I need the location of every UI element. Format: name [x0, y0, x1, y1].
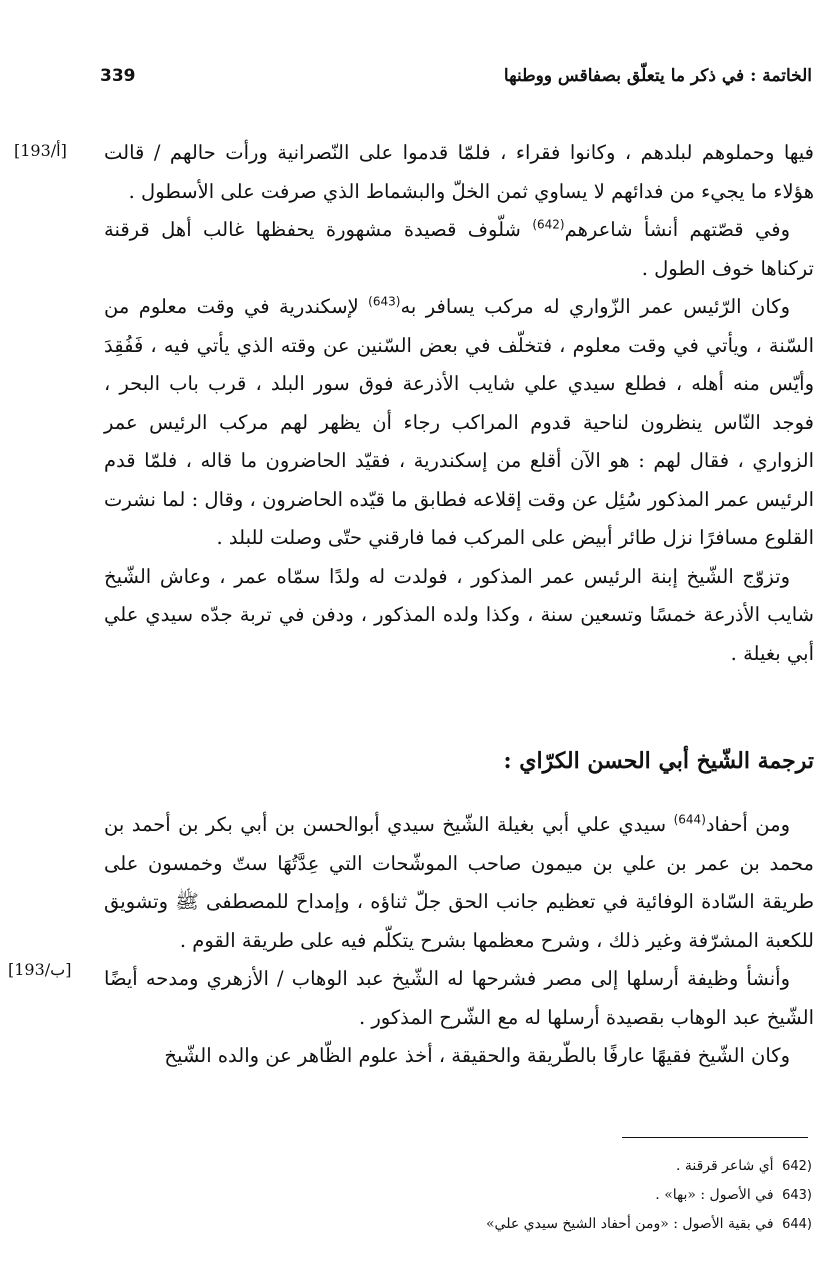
- paragraph-text: سيدي علي أبي بغيلة الشّيخ سيدي أبوالحسن بن أبي بكر بن أحمد بن محمد بن عمر بن علي بن ميمون صاحب الموشّحات التي عِدَّتُهَا ستّ وخمسون على طريقة السّادة الوفائية في تعظيم جانب الحق جلّ ثناؤه ، وإمداح للمصطفى ﷺ وتشويق للكعبة المشرّفة وغير ذلك ، وشرح معظمها بشرح يتكلّم فيه على طريقة القوم .: [104, 813, 814, 952]
- footnote-number: (643: [782, 1188, 812, 1203]
- paragraph: [104, 211, 814, 288]
- paragraph: وكان الشّيخ فقيهًا عارفًا بالطّريقة والحقيقة ، أخذ علوم الظّاهر عن والده الشّيخ: [164, 1044, 790, 1067]
- footnote: [300, 1152, 812, 1181]
- running-title: الخاتمة : في ذكر ما يتعلّق بصفاقس ووطنها: [503, 66, 812, 86]
- footnote: [300, 1210, 812, 1239]
- paragraph: وأنشأ وظيفة أرسلها إلى مصر فشرحها له الشّيخ عبد الوهاب / الأزهري ومدحه أيضًا الشّيخ عبد الوهاب بقصيدة أرسلها له مع الشّرح المذكور .: [104, 967, 814, 1029]
- margin-folio-ref: [193/ب]: [8, 960, 72, 979]
- paragraph: [104, 806, 814, 960]
- footnote-marker: (643): [368, 294, 401, 309]
- paragraph-text: شلّوف قصيدة مشهورة يحفظها غالب أهل قرقنة تركناها خوف الطول .: [104, 218, 814, 280]
- page-number: 339: [100, 66, 136, 86]
- footnote-text: أي شاعر قرقنة .: [675, 1158, 774, 1174]
- paragraph-text: ومن أحفاد: [705, 813, 790, 836]
- footnote-separator: [622, 1137, 808, 1138]
- footnote-text: في بقية الأصول : «ومن أحفاد الشيخ سيدي علي»: [485, 1216, 774, 1232]
- paragraph: [104, 288, 814, 558]
- paragraph-text: وفي قصّتهم أنشأ شاعرهم: [564, 218, 791, 241]
- section-heading: ترجمة الشّيخ أبي الحسن الكرّاي :: [503, 748, 814, 774]
- margin-folio-ref: [193/أ]: [14, 141, 67, 160]
- footnote-number: (644: [782, 1217, 812, 1232]
- footnote: [300, 1181, 812, 1210]
- paragraph: فيها وحملوهم لبلدهم ، وكانوا فقراء ، فلمّا قدموا على النّصرانية ورأت حالهم / قالت هؤلاء ما يجيء من فدائهم لا يساوي ثمن الخلّ والبشماط الذي صرفت على الأسطول .: [104, 141, 814, 203]
- text-block: [104, 134, 814, 673]
- footnote-number: (642: [782, 1159, 812, 1174]
- footnote-text: في الأصول : «بها» .: [655, 1187, 774, 1203]
- footnote-marker: (644): [673, 812, 706, 827]
- paragraph: وتزوّج الشّيخ إبنة الرئيس عمر المذكور ، فولدت له ولدًا سمّاه عمر ، وعاش الشّيخ شايب الأذرعة خمسًا وتسعين سنة ، وكذا ولده المذكور ، ودفن في تربة جدّه سيدي علي أبي بغيلة .: [104, 564, 814, 665]
- footnote-marker: (642): [532, 217, 565, 232]
- paragraph-text: لإسكندرية في وقت معلوم من السّنة ، ويأتي في وقت معلوم ، فتخلّف في بعض السّنين عن وقته الذي يأتي فيه ، فَفُقِدَ وأيّس منه أهله ، فطلع سيدي علي شايب الأذرعة فوق سور البلد ، قرب باب البحر ، فوجد النّاس ينظرون لناحية قدوم المراكب رجاء أن يظهر لهم مركب الرئيس عمر الزواري ، فقال لهم : هو الآن أقلع من إسكندرية ، فقيّد الحاضرون ما قاله ، فلمّا قدم الرئيس عمر المذكور سُئِل عن وقت إقلاعه فطابق ما قيّده الحاضرون ، وقال : لما نشرت القلوع مسافرًا نزل طائر أبيض على المركب فما فارقني حتّى وصلت للبلد .: [104, 295, 814, 549]
- paragraph-text: وكان الرّئيس عمر الزّواري له مركب يسافر به: [400, 295, 790, 318]
- text-block: [104, 806, 814, 1076]
- page-header: [100, 58, 812, 98]
- footnotes: [300, 1152, 812, 1239]
